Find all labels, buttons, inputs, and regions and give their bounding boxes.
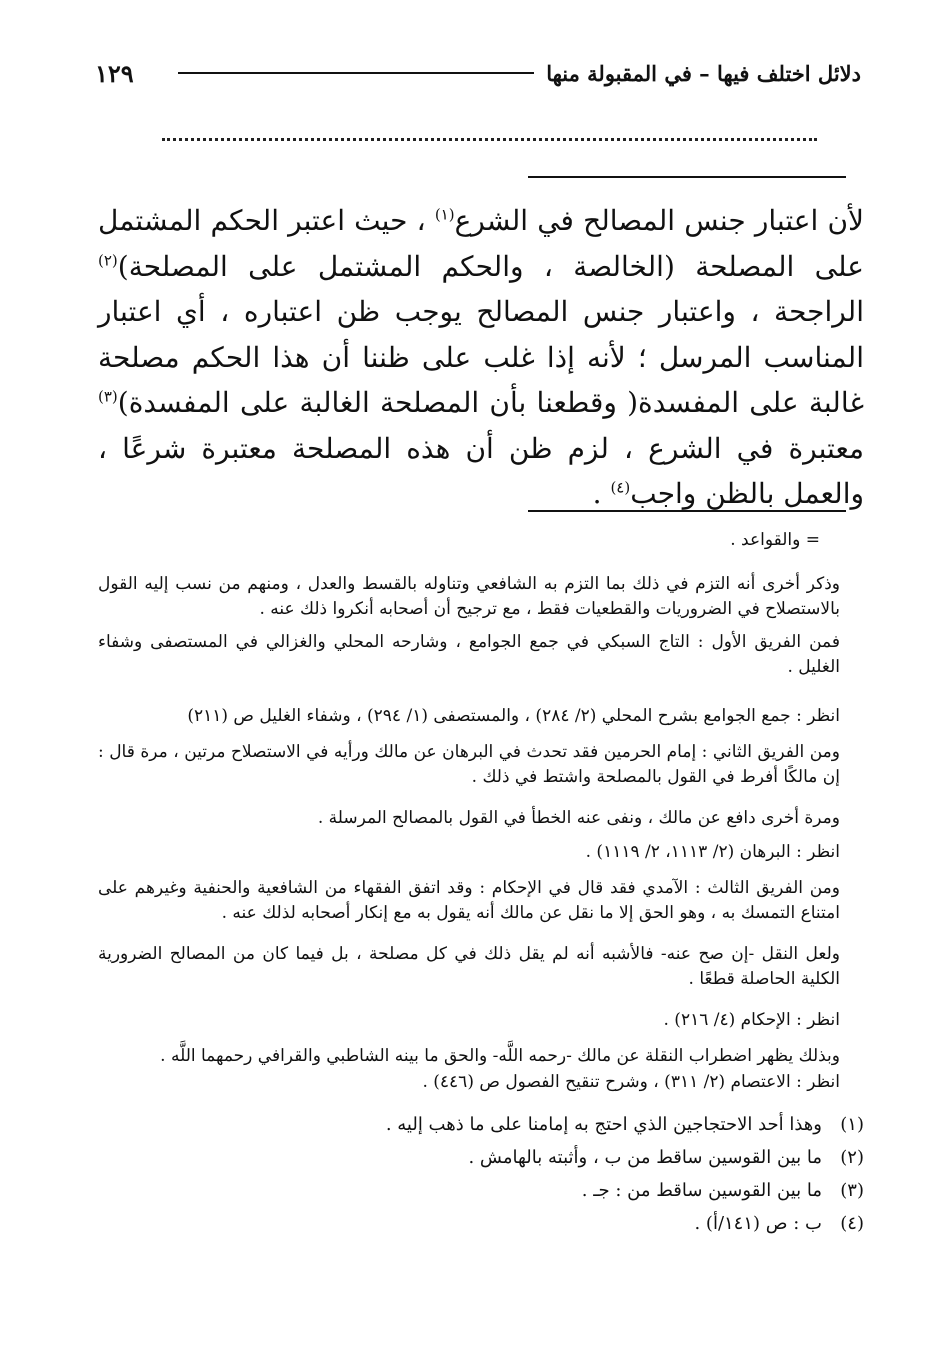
continued-footnote: وذكر أخرى أنه التزم في ذلك بما التزم به الشافعي وتناوله بالقسط والعدل ، ومنهم من نسب إليه القول بالاستصلاح في الضروريات والقطعيات فقط ، مع ترجيح أن أصحابه أنكروا ذلك عنه .: [98, 574, 840, 619]
running-title: دلائل اختلف فيها – في المقبولة منها: [546, 60, 861, 86]
continued-footnote: ومن الفريق الثالث : الآمدي فقد قال في الإحكام : وقد اتفق الفقهاء من الشافعية والحنفية وغيرهم على امتناع التمسك به ، وهو الحق إلا ما نقل عن مالك أنه يقول به مع إنكار أصحابه لذلك عنه .: [98, 878, 840, 923]
footnote-text: ب : ص (١٤١/أ) .: [694, 1213, 822, 1234]
footnote: [98, 1174, 864, 1207]
continued-footnote: وبذلك يظهر اضطراب النقلة عن مالك -رحمه اللَّه- والحق ما بينه الشاطبي والقرافي رحمهما اللَّه .: [160, 1046, 840, 1066]
section-rule: [528, 176, 846, 178]
footnotes: [98, 1108, 864, 1240]
footnote-text: ما بين القوسين ساقط من : جـ .: [581, 1180, 822, 1201]
footnote-rule: [528, 510, 846, 512]
main-text-segment: ، حيث اعتبر الحكم المشتمل على المصلحة (الخالصة ، والحكم المشتمل على المصلحة): [98, 204, 864, 283]
footnote: [98, 1207, 864, 1240]
continued-footnote: انظر : جمع الجوامع بشرح المحلي (٢/ ٢٨٤) ، والمستصفى (١/ ٢٩٤) ، وشفاء الغليل ص (٢١١): [187, 706, 840, 726]
dotted-separator: [162, 138, 817, 141]
continued-footnote: = والقواعد .: [730, 530, 820, 550]
footnote: [98, 1141, 864, 1174]
main-paragraph: [98, 198, 864, 517]
footnote-number: (١): [840, 1114, 864, 1135]
continued-footnote: ومرة أخرى دافع عن مالك ، ونفى عنه الخطأ في القول بالمصالح المرسلة .: [317, 808, 840, 828]
footnote-marker: (٤): [610, 478, 631, 497]
footnote-number: (٣): [840, 1180, 864, 1201]
footnote-marker: (١): [434, 205, 455, 224]
continued-footnote: انظر : الإحكام (٤/ ٢١٦) .: [663, 1010, 840, 1030]
continued-footnote: ولعل النقل -إن صح عنه- فالأشبه أنه لم يقل ذلك في كل مصلحة ، بل فيما كان من المصالح الضرورية الكلية الحاصلة قطعًا .: [98, 944, 840, 989]
footnote-number: (٤): [840, 1213, 864, 1234]
continued-footnote: ومن الفريق الثاني : إمام الحرمين فقد تحدث في البرهان عن مالك ورأيه في الاستصلاح مرتين ، مرة قال : إن مالكًا أفرط في القول بالمصلحة واشتط في ذلك .: [98, 742, 840, 787]
footnote: [98, 1108, 864, 1141]
main-text-segment: لأن اعتبار جنس المصالح في الشرع: [454, 204, 864, 237]
footnote-marker: (٣): [98, 387, 118, 406]
continued-footnote: انظر : الاعتصام (٢/ ٣١١) ، وشرح تنقيح الفصول ص (٤٤٦) .: [422, 1072, 840, 1092]
footnote-marker: (٢): [98, 251, 118, 270]
main-text-segment: معتبرة في الشرع ، لزم ظن أن هذه المصلحة معتبرة شرعًا ، والعمل بالظن واجب: [98, 431, 864, 510]
main-text-segment: .: [592, 477, 611, 510]
footnote-text: وهذا أحد الاحتجاجين الذي احتج به إمامنا على ما ذهب إليه .: [385, 1114, 822, 1135]
page-number: ١٢٩: [95, 58, 134, 88]
main-text-segment: الراجحة ، واعتبار جنس المصالح يوجب ظن اعتباره ، أي اعتبار المناسب المرسل ؛ لأنه إذا غلب على ظننا أن هذا الحكم مصلحة غالبة على المفسدة( وقطعنا بأن المصلحة الغالبة على المفسدة): [98, 295, 864, 419]
header-rule: [178, 72, 534, 74]
footnote-number: (٢): [840, 1147, 864, 1168]
continued-footnote: انظر : البرهان (٢/ ١١١٣، ٢/ ١١١٩) .: [585, 842, 840, 862]
footnote-text: ما بين القوسين ساقط من ب ، وأثبته بالهامش .: [468, 1147, 822, 1168]
continued-footnote: فمن الفريق الأول : التاج السبكي في جمع الجوامع ، وشارحه المحلي والغزالي في المستصفى وشفاء الغليل .: [98, 632, 840, 677]
